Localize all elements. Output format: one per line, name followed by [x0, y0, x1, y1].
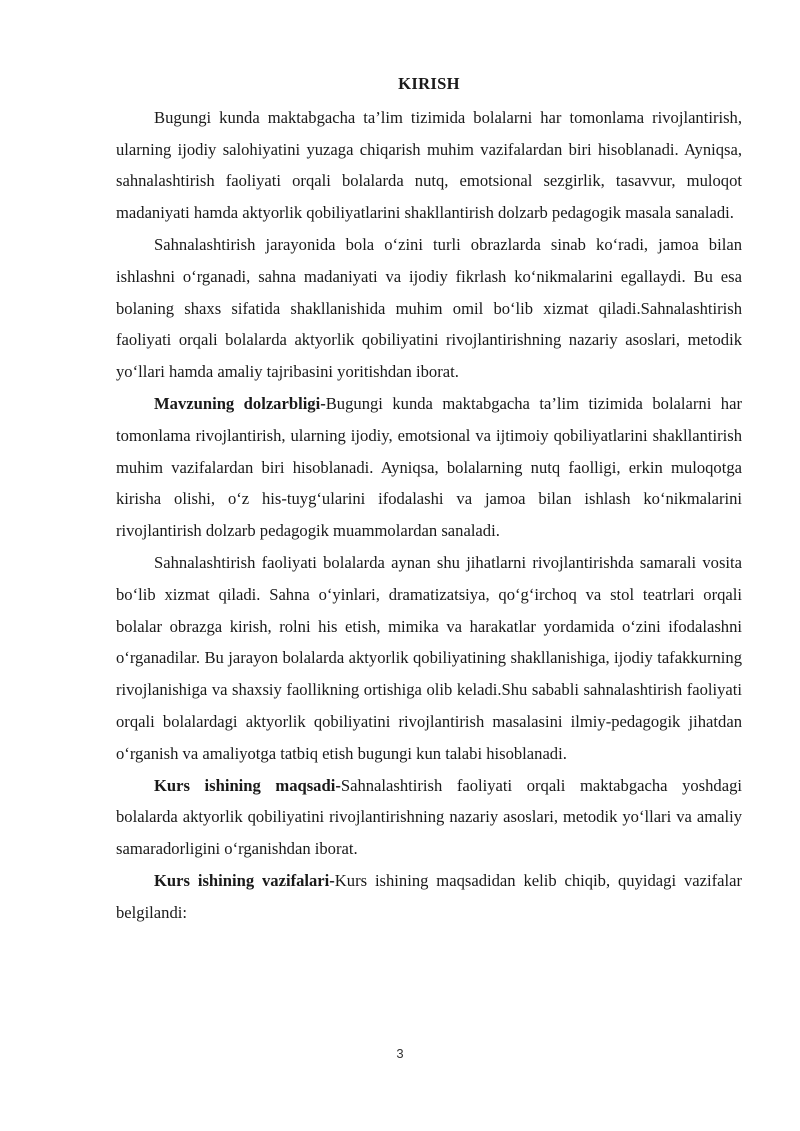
paragraph-text: Sahnalashtirish jarayonida bola o‘zini turli obrazlarda sinab ko‘radi, jamoa bilan ishlashni o‘rganadi, sahna madaniyati va ijodiy fikrlash ko‘nikmalarini egallaydi. Bu esa bolaning shaxs sifatida shakllanishida muhim omil bo‘lib xizmat qiladi.Sahnalashtirish faoliyati orqali bolalarda aktyorlik qobiliyatini rivojlantirishning nazariy asoslari, metodik yo‘llari hamda amaliy tajribasini yoritishdan iborat.	[116, 234, 742, 382]
paragraph-relevance	[116, 388, 742, 547]
paragraph-text: Sahnalashtirish faoliyati bolalarda aynan shu jihatlarni rivojlantirishda samarali vosita bo‘lib xizmat qiladi. Sahna o‘yinlari, dramatizatsiya, qo‘g‘irchoq va stol teatrlari orqali bolalar obrazga kirish, rolni his etish, mimika va harakatlar yordamida o‘zini ifodalashni o‘rganadilar. Bu jarayon bolalarda aktyorlik qobiliyatining shakllanishiga, ijodiy tafakkurning rivojlanishiga va shaxsiy faollikning ortishiga olib keladi.Shu sababli sahnalashtirish faoliyati orqali bolalardagi aktyorlik qobiliyatini rivojlantirish masalasini ilmiy-pedagogik jihatdan o‘rganish va amaliyotga tatbiq etish bugungi kun talabi hisoblanadi.	[116, 552, 742, 763]
paragraph-text: Sahnalashtirish faoliyati orqali maktabgacha yoshdagi bolalarda aktyorlik qobiliyatini rivojlantirishning nazariy asoslari, metodik yo‘llari va amaliy samaradorligini o‘rganishdan iborat.	[116, 775, 742, 859]
paragraph-tasks	[116, 865, 742, 929]
paragraph-lead: Kurs ishining maqsadi-	[154, 775, 341, 795]
document-page	[116, 68, 742, 929]
paragraph-intro	[116, 102, 742, 229]
paragraph-text: Kurs ishining maqsadidan kelib chiqib, quyidagi vazifalar belgilandi:	[116, 870, 742, 922]
section-title: KIRISH	[398, 74, 460, 93]
paragraph-lead: Mavzuning dolzarbligi-	[154, 393, 326, 413]
paragraph-text: Bugungi kunda maktabgacha ta’lim tizimida bolalarni har tomonlama rivojlantirish, ularning ijodiy salohiyatini yuzaga chiqarish muhim vazifalardan biri hisoblanadi. Ayniqsa, sahnalashtirish faoliyati orqali bolalarda nutq, emotsional sezgirlik, tasavvur, muloqot madaniyati hamda aktyorlik qobiliyatlarini shakllantirish dolzarb pedagogik masala sanaladi.	[116, 107, 742, 223]
paragraph-lead: Kurs ishining vazifalari-	[154, 870, 335, 890]
paragraph-goal	[116, 770, 742, 865]
paragraph-means	[116, 547, 742, 770]
paragraph-process	[116, 229, 742, 388]
page-number: 3	[396, 1046, 404, 1061]
paragraph-text: Bugungi kunda maktabgacha ta’lim tizimida bolalarni har tomonlama rivojlantirish, ularning ijodiy, emotsional va ijtimoiy qobiliyatlarini shakllantirish muhim vazifalardan biri hisoblanadi. Ayniqsa, bolalarning nutq faolligi, erkin muloqotga kirisha olishi, o‘z his-tuyg‘ularini ifodalashi va jamoa bilan ishlash ko‘nikmalarini rivojlantirish dolzarb pedagogik muammolardan sanaladi.	[116, 393, 742, 541]
